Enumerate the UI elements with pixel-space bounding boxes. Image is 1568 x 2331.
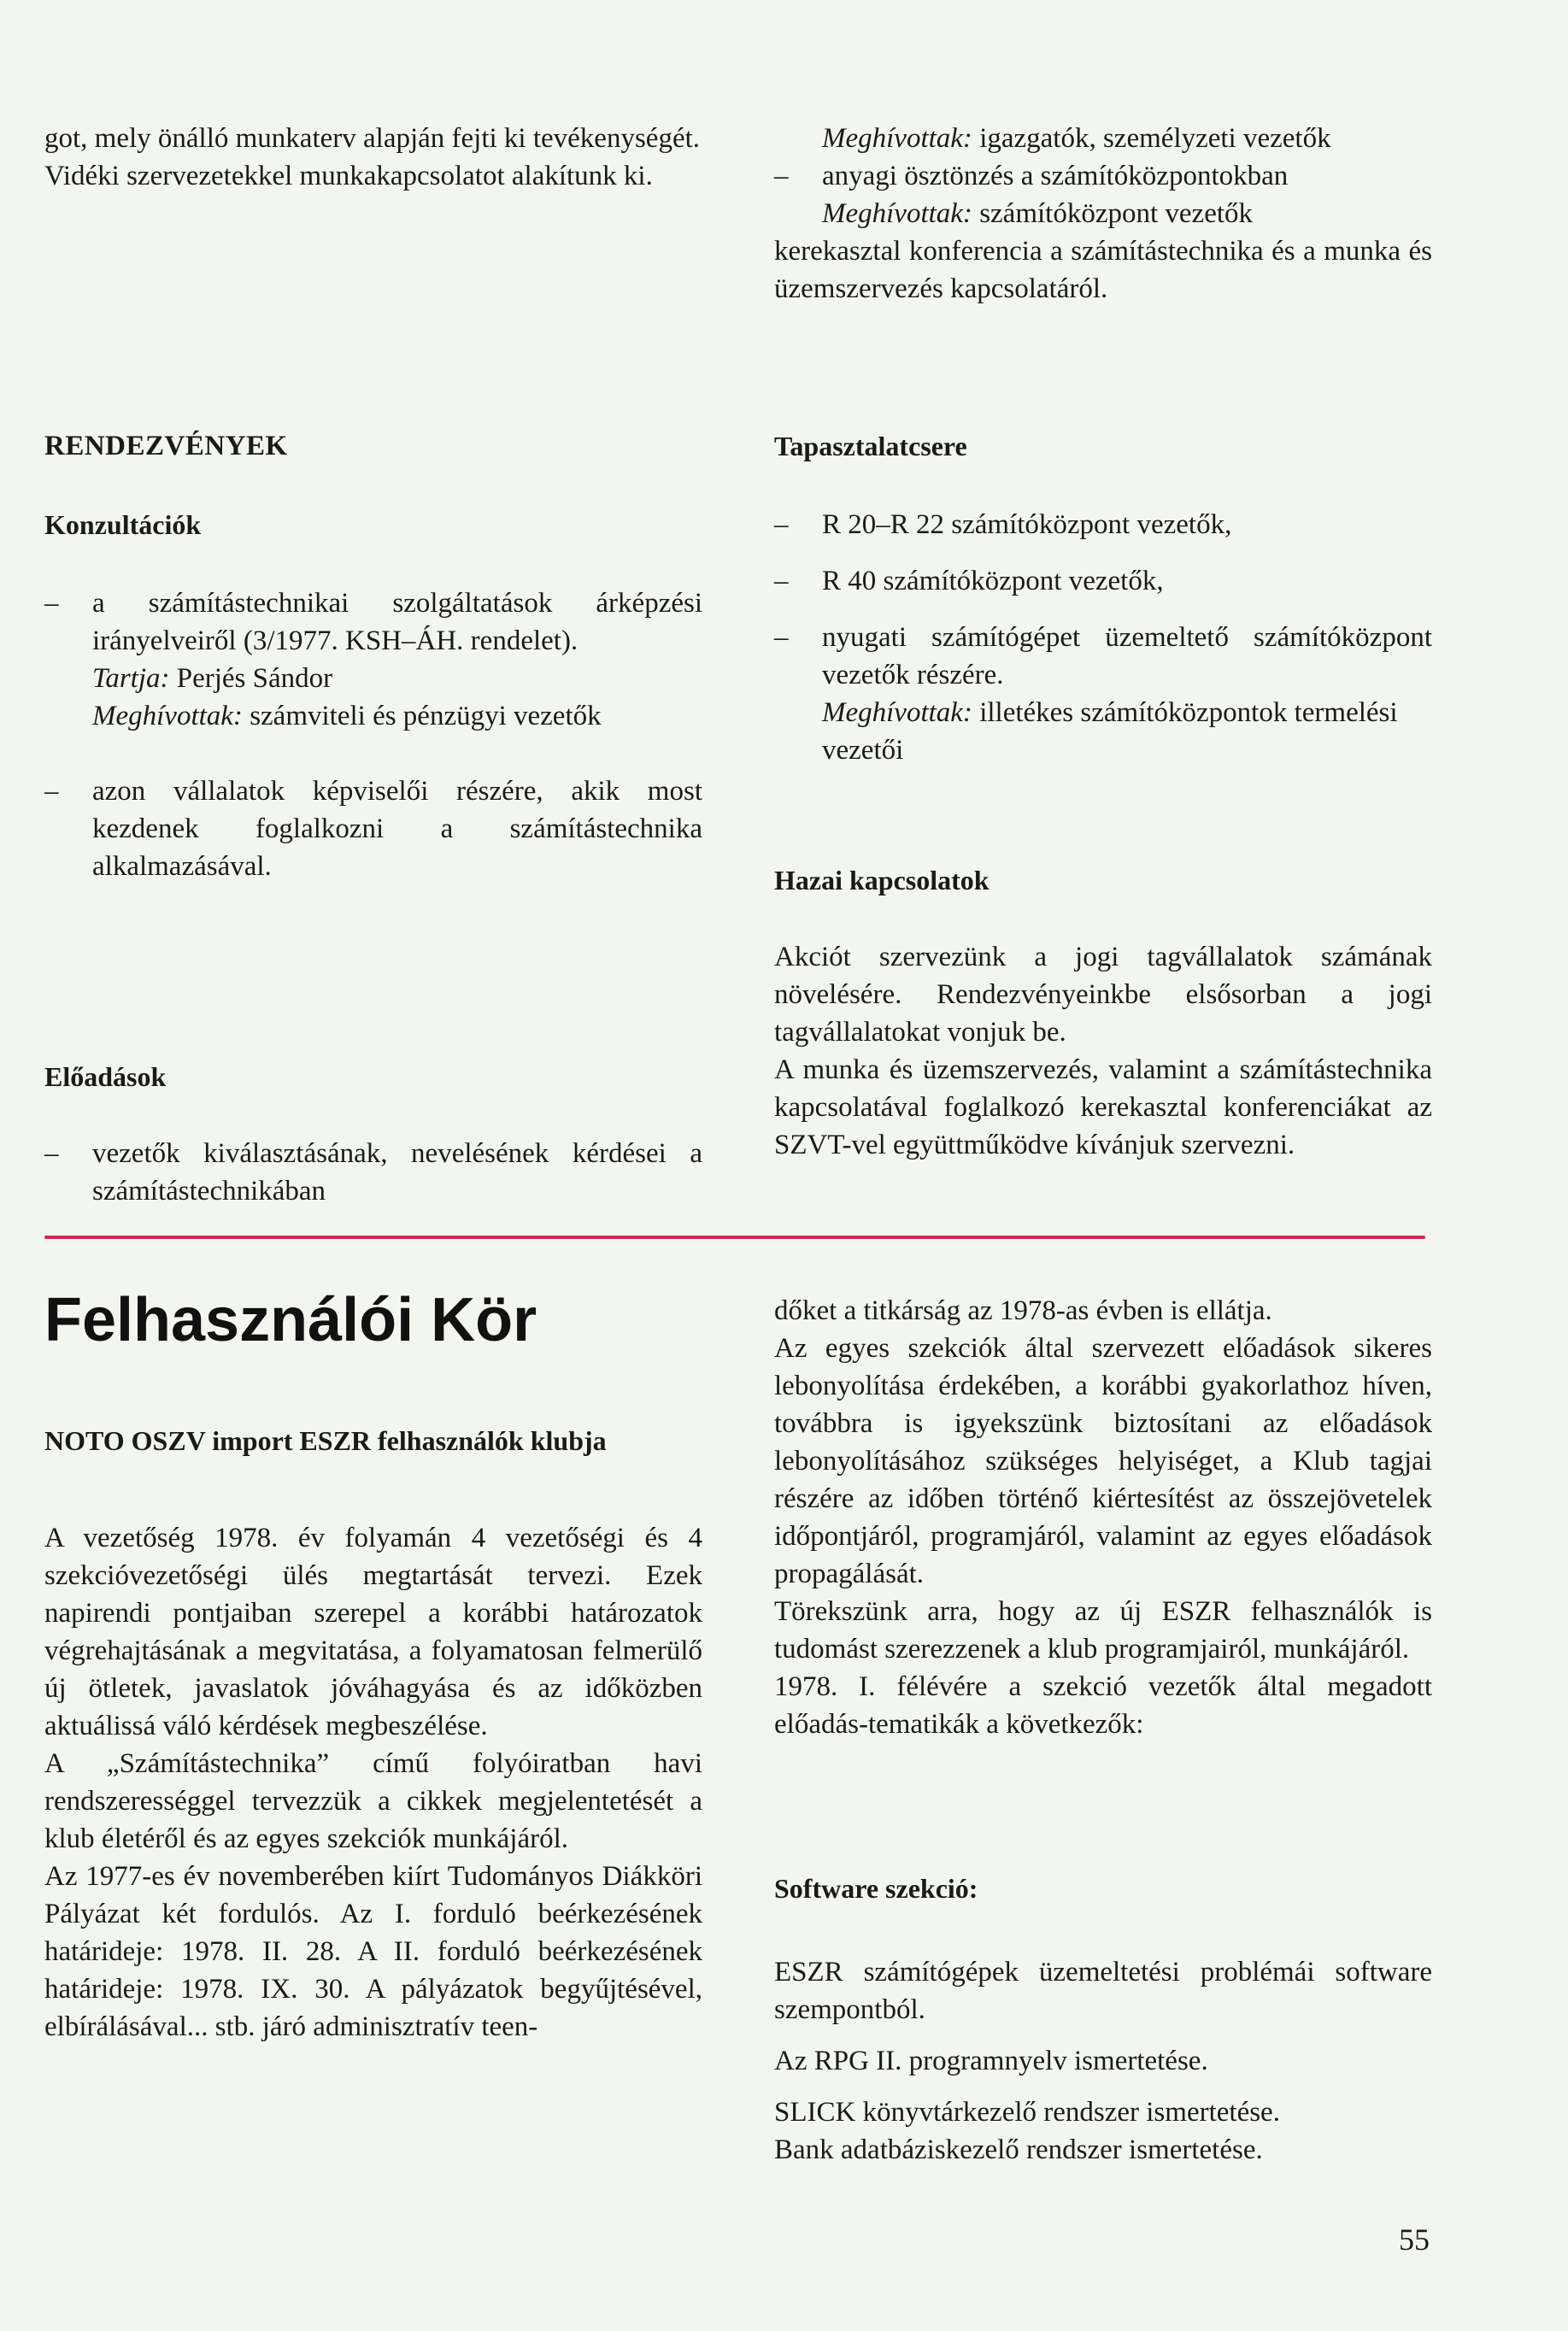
invitees-value: számítóközpont vezetők <box>979 198 1254 229</box>
heading-konzultaciok: Konzultációk <box>44 509 202 540</box>
dash-bullet-icon: – <box>774 622 789 653</box>
article-subtitle: NOTO OSZV import ESZR felhasználók klubja <box>44 1425 607 1456</box>
topic-item: ESZR számítógépek üzemeltetési problémái software szempontból. <box>774 1957 1432 2025</box>
section-title-rendezvenyek: RENDEZVÉNYEK <box>44 431 288 461</box>
eloadasok-list <box>44 1135 702 1210</box>
invitees-line <box>774 195 1432 232</box>
invitees-value: illetékes számítóközpontok termelési vezetői <box>822 697 1398 766</box>
dash-bullet-icon: – <box>44 1138 59 1169</box>
article-title: Felhasználói Kör <box>44 1286 537 1354</box>
list-item-text: anyagi ösztönzés a számítóközpontokban <box>822 161 1289 191</box>
invitees-label: Meghívottak: <box>822 198 972 229</box>
topic-item: SLICK könyvtárkezelő rendszer ismertetése. <box>774 2097 1280 2128</box>
list-item <box>44 584 702 660</box>
list-item <box>774 619 1432 694</box>
list-item-text: R 20–R 22 számítóközpont vezetők, <box>822 509 1232 540</box>
presenter-line <box>44 660 702 697</box>
article-right-column <box>774 1292 1432 1743</box>
list-item-text: a számítástechnikai szolgáltatások árképzési irányelveiről (3/1977. KSH–ÁH. rendelet). <box>92 588 702 656</box>
invitees-line <box>774 694 1432 769</box>
presenter-label: Tartja: <box>92 663 170 694</box>
paragraph: Az egyes szekciók által szervezett előadások sikeres lebonyolítása érdekében, a korábbi gyakorlathoz híven, továbbra is igyekszünk biztosítani az előadások lebonyolításához szükséges helyiséget, a Klub tagjai részére az időben történő kiértesítést az összejövetelek időpontjáról, programjáról, valamint az egyes előadások propagálását. <box>774 1333 1432 1589</box>
paragraph: A „Számítástechnika” című folyóiratban havi rendszerességgel tervezzük a cikkek megjelentetését a klub életéről és az egyes szekciók munkájáról. <box>44 1748 702 1854</box>
invitees-value: számviteli és pénzügyi vezetők <box>250 701 602 731</box>
dash-bullet-icon: – <box>774 509 789 540</box>
paragraph: 1978. I. félévére a szekció vezetők által megadott előadás-tematikák a következők: <box>774 1671 1432 1740</box>
invitees-value: igazgatók, személyzeti vezetők <box>979 123 1331 154</box>
heading-software-szekcio: Software szekció: <box>774 1873 978 1904</box>
dash-bullet-icon: – <box>774 566 789 596</box>
heading-hazai-kapcsolatok: Hazai kapcsolatok <box>774 865 990 895</box>
dash-bullet-icon: – <box>774 161 789 191</box>
invitees-line <box>774 120 1432 157</box>
list-item <box>44 772 702 885</box>
dash-bullet-icon: – <box>44 588 59 619</box>
invitees-line <box>44 697 702 735</box>
invitees-label: Meghívottak: <box>822 697 972 728</box>
intro-paragraph: got, mely önálló munkaterv alapján fejti ki tevékenységét. <box>44 123 701 154</box>
list-item-text: vezetők kiválasztásának, nevelésének kérdései a számítástechnikában <box>92 1138 702 1207</box>
top-right-column <box>774 120 1432 308</box>
topic-item: Bank adatbáziskezelő rendszer ismertetése. <box>774 2134 1263 2165</box>
list-item <box>774 506 1432 543</box>
invitees-label: Meghívottak: <box>92 701 243 731</box>
paragraph: Akciót szervezünk a jogi tagvállalatok számának növelésére. Rendezvényeinkbe elsősorban a jogi tagvállalatokat vonjuk be. <box>774 942 1432 1048</box>
list-item-text: R 40 számítóközpont vezetők, <box>822 566 1164 596</box>
list-item-text: azon vállalatok képviselői részére, akik most kezdenek foglalkozni a számítástechnika alkalmazásával. <box>92 776 702 882</box>
list-item <box>774 157 1432 195</box>
hazai-kapcsolatok-body <box>774 938 1432 1164</box>
page-number: 55 <box>1399 2222 1430 2257</box>
list-item-text: nyugati számítógépet üzemeltető számítóközpont vezetők részére. <box>822 622 1432 690</box>
software-topics <box>774 1953 1432 2169</box>
article-left-column <box>44 1519 702 2046</box>
paragraph: Az 1977-es év novemberében kiírt Tudományos Diákköri Pályázat két fordulós. Az I. forduló beérkezésének határideje: 1978. II. 28. A II. forduló beérkezésének határideje: 1978. IX. 30. A pályázatok begyűjtésével, elbírálásával... stb. járó adminisztratív teen- <box>44 1861 702 2042</box>
list-item <box>44 1135 702 1210</box>
paragraph: dőket a titkárság az 1978-as évben is ellátja. <box>774 1295 1272 1326</box>
paragraph: A vezetőség 1978. év folyamán 4 vezetőségi és 4 szekcióvezetőségi ülés megtartását tervezi. Ezek napirendi pontjaiban szerepel a korábbi határozatok végrehajtásának a megvitatása, a folyamatosan felmerülő új ötletek, javaslatok jóváhagyása és az időközben aktuálissá váló kérdések megbeszélése. <box>44 1523 702 1741</box>
intro-paragraph: Vidéki szervezetekkel munkakapcsolatot alakítunk ki. <box>44 161 653 191</box>
topic-item: Az RPG II. programnyelv ismertetése. <box>774 2046 1208 2076</box>
section-divider <box>44 1236 1425 1239</box>
heading-eloadasok: Előadások <box>44 1061 167 1092</box>
invitees-label: Meghívottak: <box>822 123 972 154</box>
heading-tapasztalatcsere: Tapasztalatcsere <box>774 431 967 461</box>
dash-bullet-icon: – <box>44 776 59 807</box>
top-left-column <box>44 120 702 195</box>
presenter-name: Perjés Sándor <box>176 663 333 694</box>
tapasztalatcsere-list <box>774 506 1432 769</box>
paragraph: Törekszünk arra, hogy az új ESZR felhasználók is tudomást szerezzenek a klub programjairól, munkájáról. <box>774 1596 1432 1665</box>
konzultaciok-list <box>44 584 702 885</box>
paragraph: A munka és üzemszervezés, valamint a számítástechnika kapcsolatával foglalkozó kerekasztal konferenciákat az SZVT-vel együttműködve kívánjuk szervezni. <box>774 1054 1432 1160</box>
list-item <box>774 562 1432 600</box>
roundtable-paragraph: kerekasztal konferencia a számítástechnika és a munka és üzemszervezés kapcsolatáról. <box>774 236 1432 304</box>
